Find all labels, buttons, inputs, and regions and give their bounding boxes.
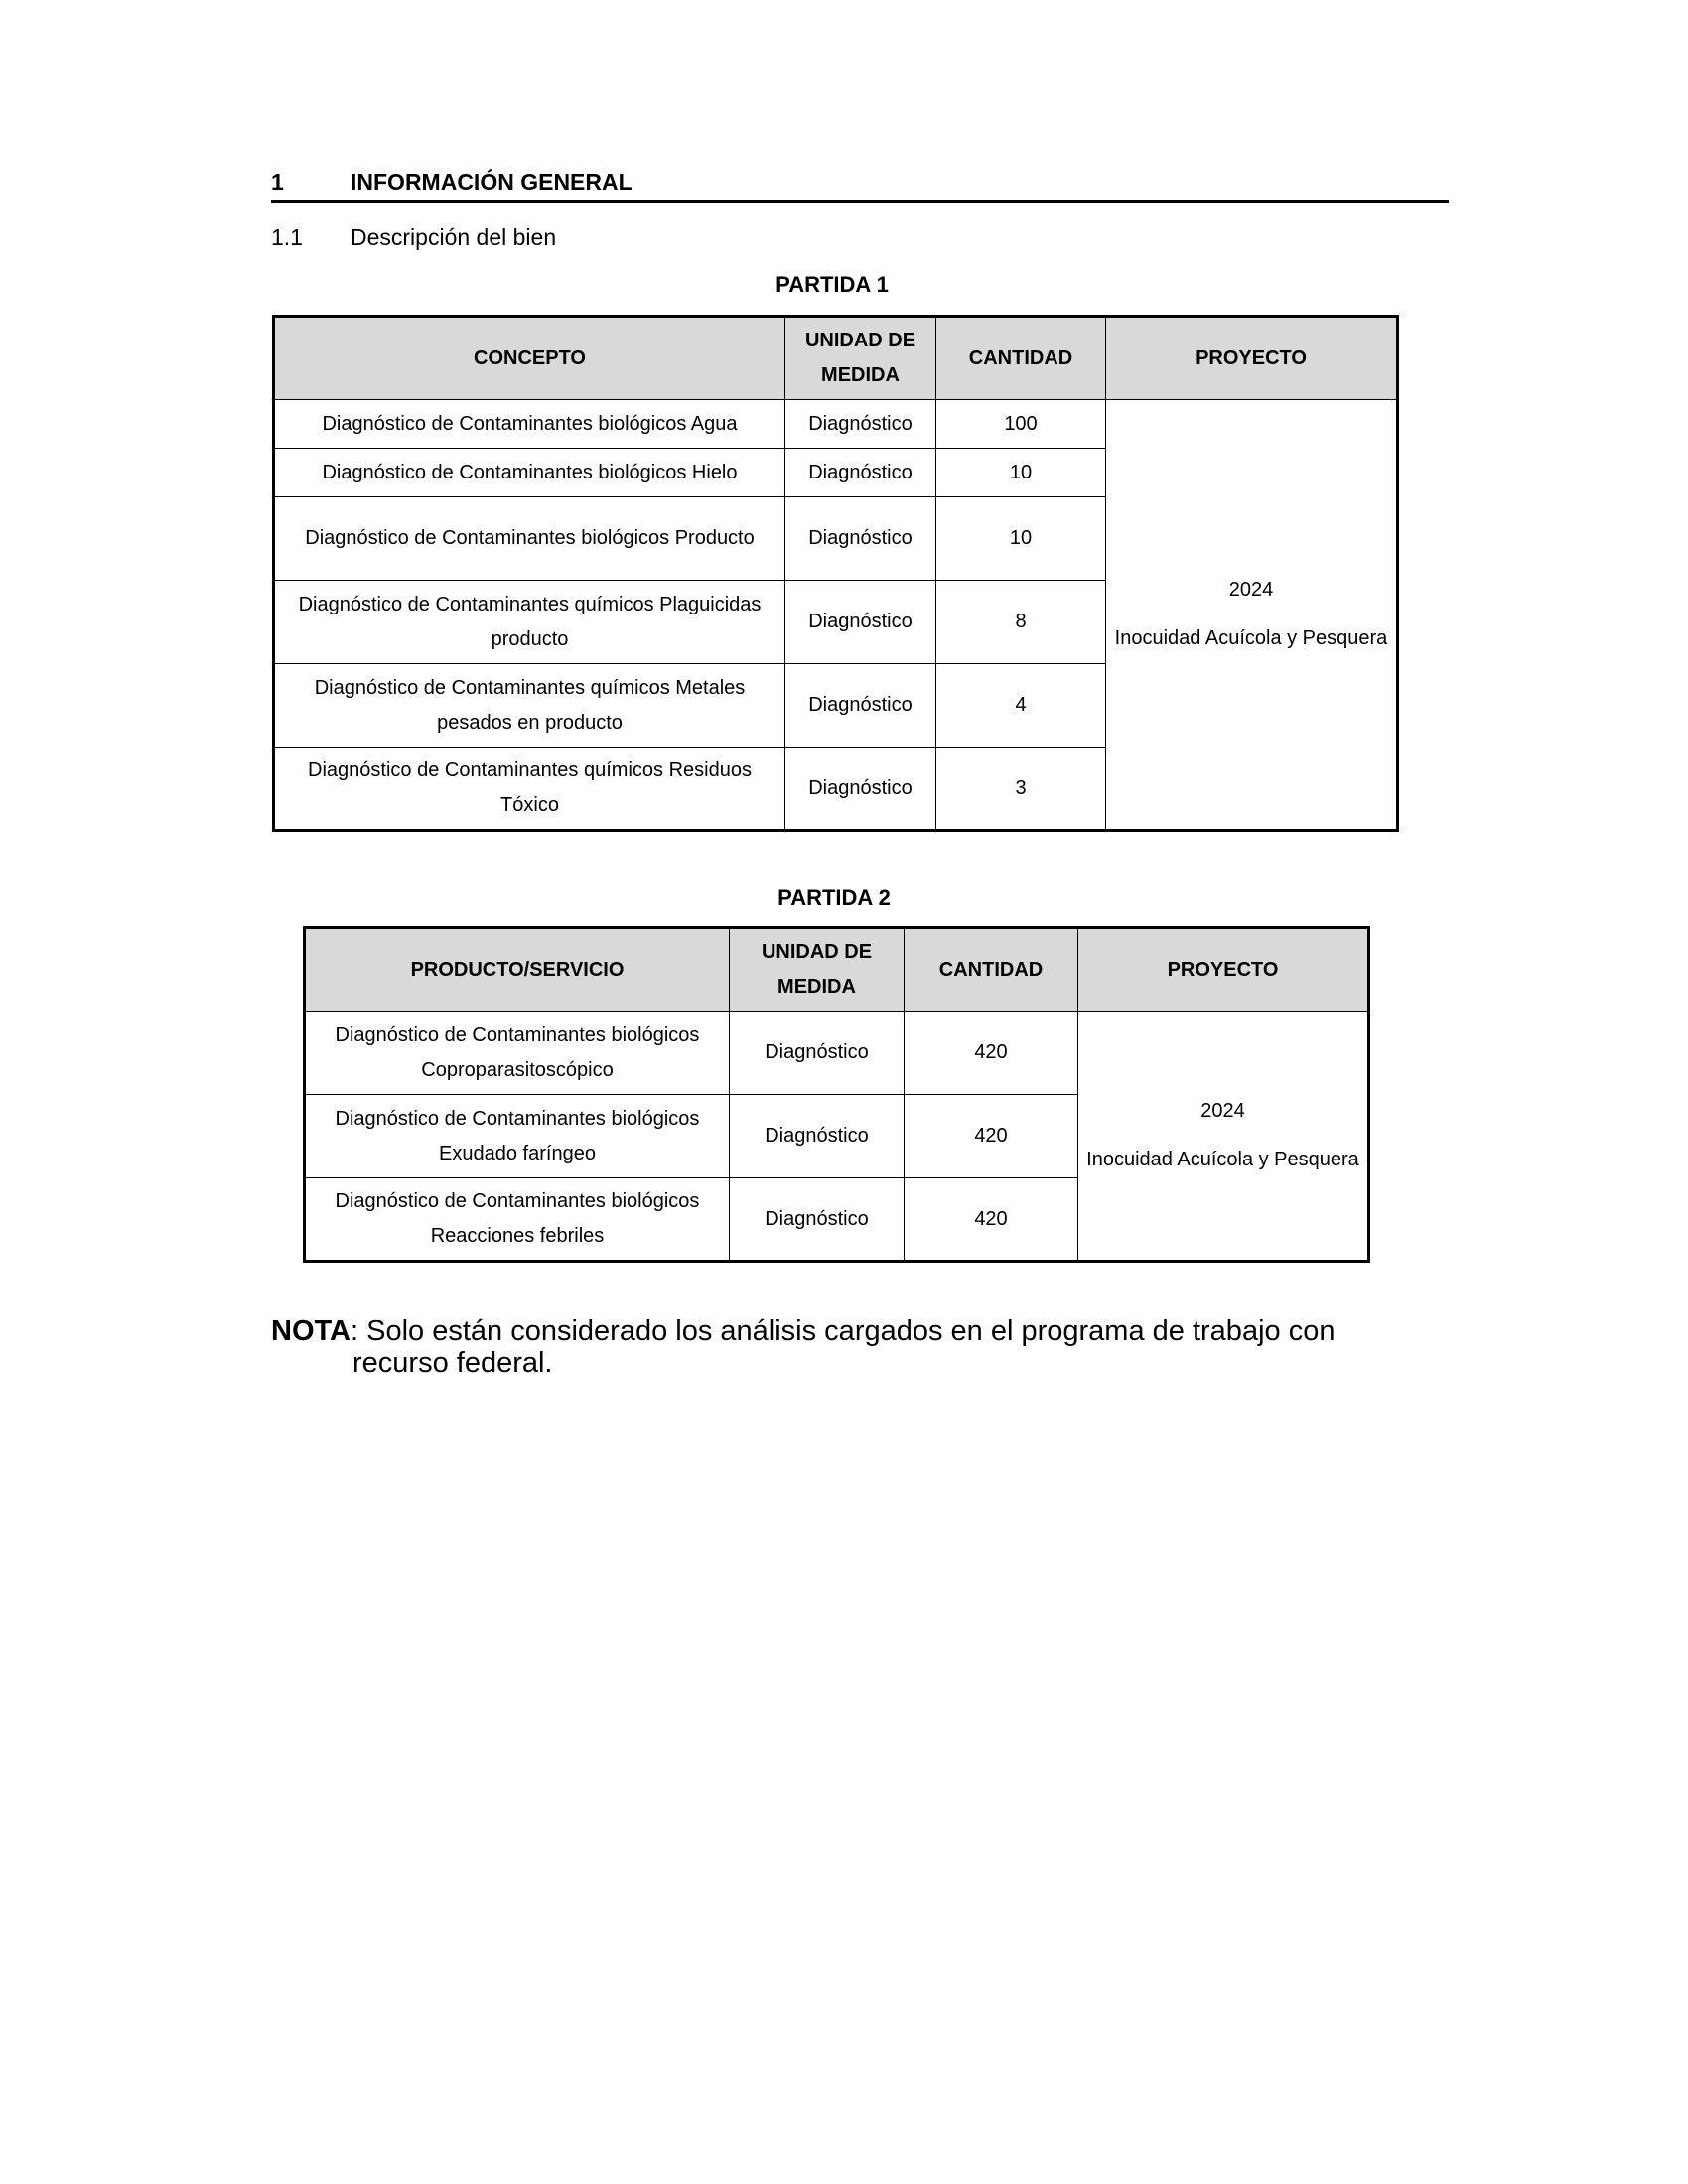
nota-text-line1: : Solo están considerado los análisis cargados en el programa de trabajo con [351,1315,1336,1347]
cell-proyecto [1078,1012,1369,1262]
table-row [305,1012,1369,1095]
header-proyecto: PROYECTO [1106,317,1398,400]
heading-rule [271,200,1449,205]
header-proyecto: PROYECTO [1078,928,1369,1012]
table-header-row [305,928,1369,1012]
cell-concepto: Diagnóstico de Contaminantes biológicos Hielo [274,449,785,497]
proyecto-name: Inocuidad Acuícola y Pesquera [1086,1149,1359,1170]
section-number: 1 [271,169,284,195]
cell-cantidad: 10 [936,497,1106,581]
cell-unidad: Diagnóstico [785,449,936,497]
cell-unidad: Diagnóstico [785,748,936,831]
header-producto: PRODUCTO/SERVICIO [305,928,730,1012]
cell-concepto: Diagnóstico de Contaminantes químicos Metales pesados en producto [274,664,785,748]
subsection-number: 1.1 [271,224,303,250]
nota-label: NOTA [271,1315,352,1347]
nota-paragraph [271,1315,1449,1379]
cell-cantidad: 3 [936,748,1106,831]
cell-cantidad: 8 [936,581,1106,664]
cell-cantidad: 420 [905,1095,1078,1178]
subsection-title: Descripción del bien [351,224,557,250]
cell-producto: Diagnóstico de Contaminantes biológicos Reacciones febriles [305,1178,730,1262]
table-row [274,400,1398,449]
cell-unidad: Diagnóstico [730,1095,905,1178]
partida-2-caption: PARTIDA 2 [777,886,891,910]
cell-cantidad: 100 [936,400,1106,449]
cell-unidad: Diagnóstico [785,581,936,664]
header-unidad: UNIDAD DE MEDIDA [730,928,905,1012]
cell-unidad: Diagnóstico [785,400,936,449]
cell-unidad: Diagnóstico [730,1178,905,1262]
cell-proyecto [1106,400,1398,831]
cell-unidad: Diagnóstico [730,1012,905,1095]
nota-text-line2: recurso federal. [352,1347,553,1379]
section-title: INFORMACIÓN GENERAL [351,169,633,195]
cell-concepto: Diagnóstico de Contaminantes químicos Residuos Tóxico [274,748,785,831]
cell-producto: Diagnóstico de Contaminantes biológicos Exudado faríngeo [305,1095,730,1178]
proyecto-name: Inocuidad Acuícola y Pesquera [1114,627,1388,649]
table-header-row [274,317,1398,400]
partida-2-table [303,926,1370,1263]
proyecto-year: 2024 [1228,579,1274,601]
header-cantidad: CANTIDAD [936,317,1106,400]
cell-concepto: Diagnóstico de Contaminantes químicos Plaguicidas producto [274,581,785,664]
partida-1-table [272,315,1399,832]
header-cantidad: CANTIDAD [905,928,1078,1012]
cell-cantidad: 10 [936,449,1106,497]
cell-cantidad: 420 [905,1178,1078,1262]
header-concepto: CONCEPTO [274,317,785,400]
header-unidad: UNIDAD DE MEDIDA [785,317,936,400]
cell-unidad: Diagnóstico [785,497,936,581]
proyecto-year: 2024 [1200,1100,1245,1122]
cell-unidad: Diagnóstico [785,664,936,748]
cell-producto: Diagnóstico de Contaminantes biológicos Coproparasitoscópico [305,1012,730,1095]
cell-concepto: Diagnóstico de Contaminantes biológicos Producto [274,497,785,581]
cell-cantidad: 420 [905,1012,1078,1095]
partida-1-caption: PARTIDA 1 [775,272,889,297]
cell-concepto: Diagnóstico de Contaminantes biológicos Agua [274,400,785,449]
cell-cantidad: 4 [936,664,1106,748]
